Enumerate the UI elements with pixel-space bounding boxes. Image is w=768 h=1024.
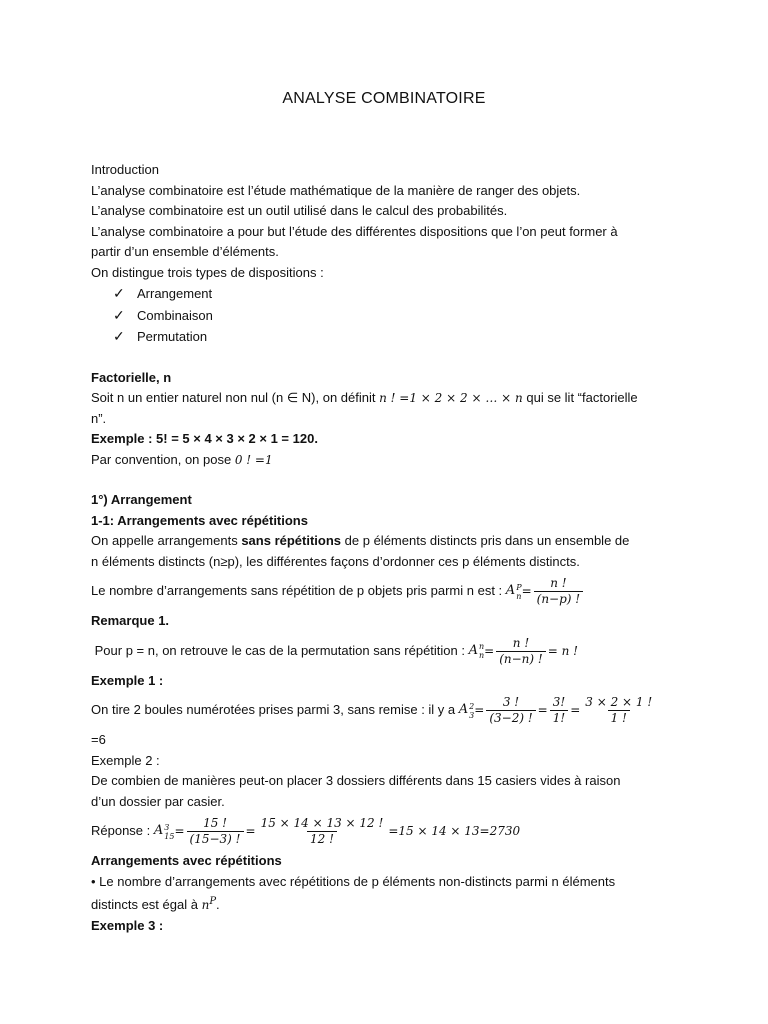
example-1-formula: On tire 2 boules numérotées prises parmi 3, sans remise : il y a A 2 3 = $\frac{3 !}{(3-2) !}$ = $\frac{3!}{1!}$ = $\frac{3 \times 2 \times 1 !}{1 !}$ — [91, 691, 691, 730]
arrangement-definition-end: n éléments distincts (n≥p), les différentes façons d’ordonner ces p éléments distincts. — [91, 553, 580, 569]
checkmark-icon: ✓ — [113, 306, 125, 323]
formula-fraction: $\frac{15 \times 14 \times 13 \times 12 !}{12 !}$ — [260, 816, 384, 846]
example-2-text-end: d’un dossier par casier. — [91, 793, 225, 809]
intro-line-4: On distingue trois types de dispositions : — [91, 264, 324, 280]
arrangement-definition: On appelle arrangements sans répétitions de p éléments distincts pris dans un ensemble de — [91, 533, 630, 548]
formula-fraction: $\frac{15 !}{(15-3) !}$ — [187, 816, 244, 847]
arrangement-symbol: A n n — [468, 642, 485, 660]
list-item: ✓ Arrangement — [113, 283, 691, 305]
list-item: ✓ Permutation — [113, 326, 691, 348]
checkmark-icon: ✓ — [113, 285, 125, 301]
example-2-text: De combien de manières peut-on placer 3 dossiers différents dans 15 casiers vides à raison — [91, 773, 621, 788]
disposition-types-list — [91, 283, 691, 348]
factorielle-convention: Par convention, on pose 0 ! =1 — [91, 451, 273, 467]
checkmark-icon: ✓ — [113, 328, 125, 344]
arrangement-subheading-2: Arrangements avec répétitions — [91, 853, 282, 868]
arrangement-heading: 1°) Arrangement — [91, 492, 192, 507]
remark-formula: Pour p = n, on retrouve le cas de la permutation sans répétition : A n n = $\frac{n !}{(n-n) !}$ = n ! — [94, 635, 578, 666]
arrangement-count-formula: Le nombre d’arrangements sans répétition de p objets pris parmi n est : A P n = $\frac{n !}{(n-p) !}$ — [91, 572, 691, 611]
intro-line-2: L’analyse combinatoire est un outil utilisé dans le calcul des probabilités. — [91, 203, 508, 218]
arrangement-symbol: A P n — [505, 582, 522, 601]
formula-fraction: $\frac{n !}{(n-n) !}$ — [496, 636, 546, 667]
repetition-definition: • Le nombre d’arrangements avec répétitions de p éléments non-distincts parmi n éléments — [91, 873, 616, 889]
formula-fraction: $\frac{n !}{(n-p) !}$ — [534, 576, 583, 607]
example-2-heading: Exemple 2 : — [91, 752, 160, 768]
remark-heading: Remarque 1. — [91, 613, 170, 628]
factorielle-heading: Factorielle, n — [91, 369, 172, 385]
intro-line-1: L’analyse combinatoire est l’étude mathématique de la manière de ranger des objets. — [91, 182, 581, 198]
arrangement-symbol: A 2 3 — [458, 701, 475, 720]
factorielle-definition: Soit n un entier naturel non nul (n ∈ N), on définit n ! =1 × 2 × 2 × … × n qui se lit “factorielle — [91, 390, 638, 405]
example-1-heading: Exemple 1 : — [91, 672, 164, 688]
factorial-formula: n ! =1 × 2 × 2 × … × n — [379, 391, 523, 405]
factorielle-example: Exemple : 5! = 5 × 4 × 3 × 2 × 1 = 120. — [91, 431, 318, 446]
list-item: ✓ Combinaison — [113, 305, 691, 327]
intro-heading: Introduction — [91, 162, 159, 177]
factorielle-definition-end: n”. — [91, 410, 107, 426]
arrangement-symbol: A 3 15 — [153, 822, 175, 841]
repetition-definition-end: distincts est égal à $n^P$. — [91, 896, 220, 912]
intro-line-3a: L’analyse combinatoire a pour but l’étude des différentes dispositions que l’on peut former à — [91, 223, 618, 239]
document-title: ANALYSE COMBINATOIRE — [282, 90, 486, 107]
convention-formula: 0 ! =1 — [234, 452, 273, 467]
example-2-formula: Réponse : A 3 15 = $\frac{15 !}{(15-3) !}$ = $\frac{15 \times 14 \times 13 \times 12 !}{12 !}$ =15 × 14 × 13=2730 — [91, 816, 521, 846]
document-body — [91, 160, 691, 936]
example-3-heading: Exemple 3 : — [91, 917, 164, 933]
intro-line-3b: partir d’un ensemble d’éléments. — [91, 244, 279, 259]
example-1-result: =6 — [91, 732, 106, 747]
formula-fraction: $\frac{3 \times 2 \times 1 !}{1 !}$ — [585, 695, 653, 725]
power-formula: $n^P$ — [201, 896, 217, 912]
arrangement-subheading-1: 1-1: Arrangements avec répétitions — [91, 512, 308, 528]
formula-fraction: $\frac{3!}{1!}$ — [550, 695, 568, 726]
formula-fraction: $\frac{3 !}{(3-2) !}$ — [486, 695, 535, 726]
